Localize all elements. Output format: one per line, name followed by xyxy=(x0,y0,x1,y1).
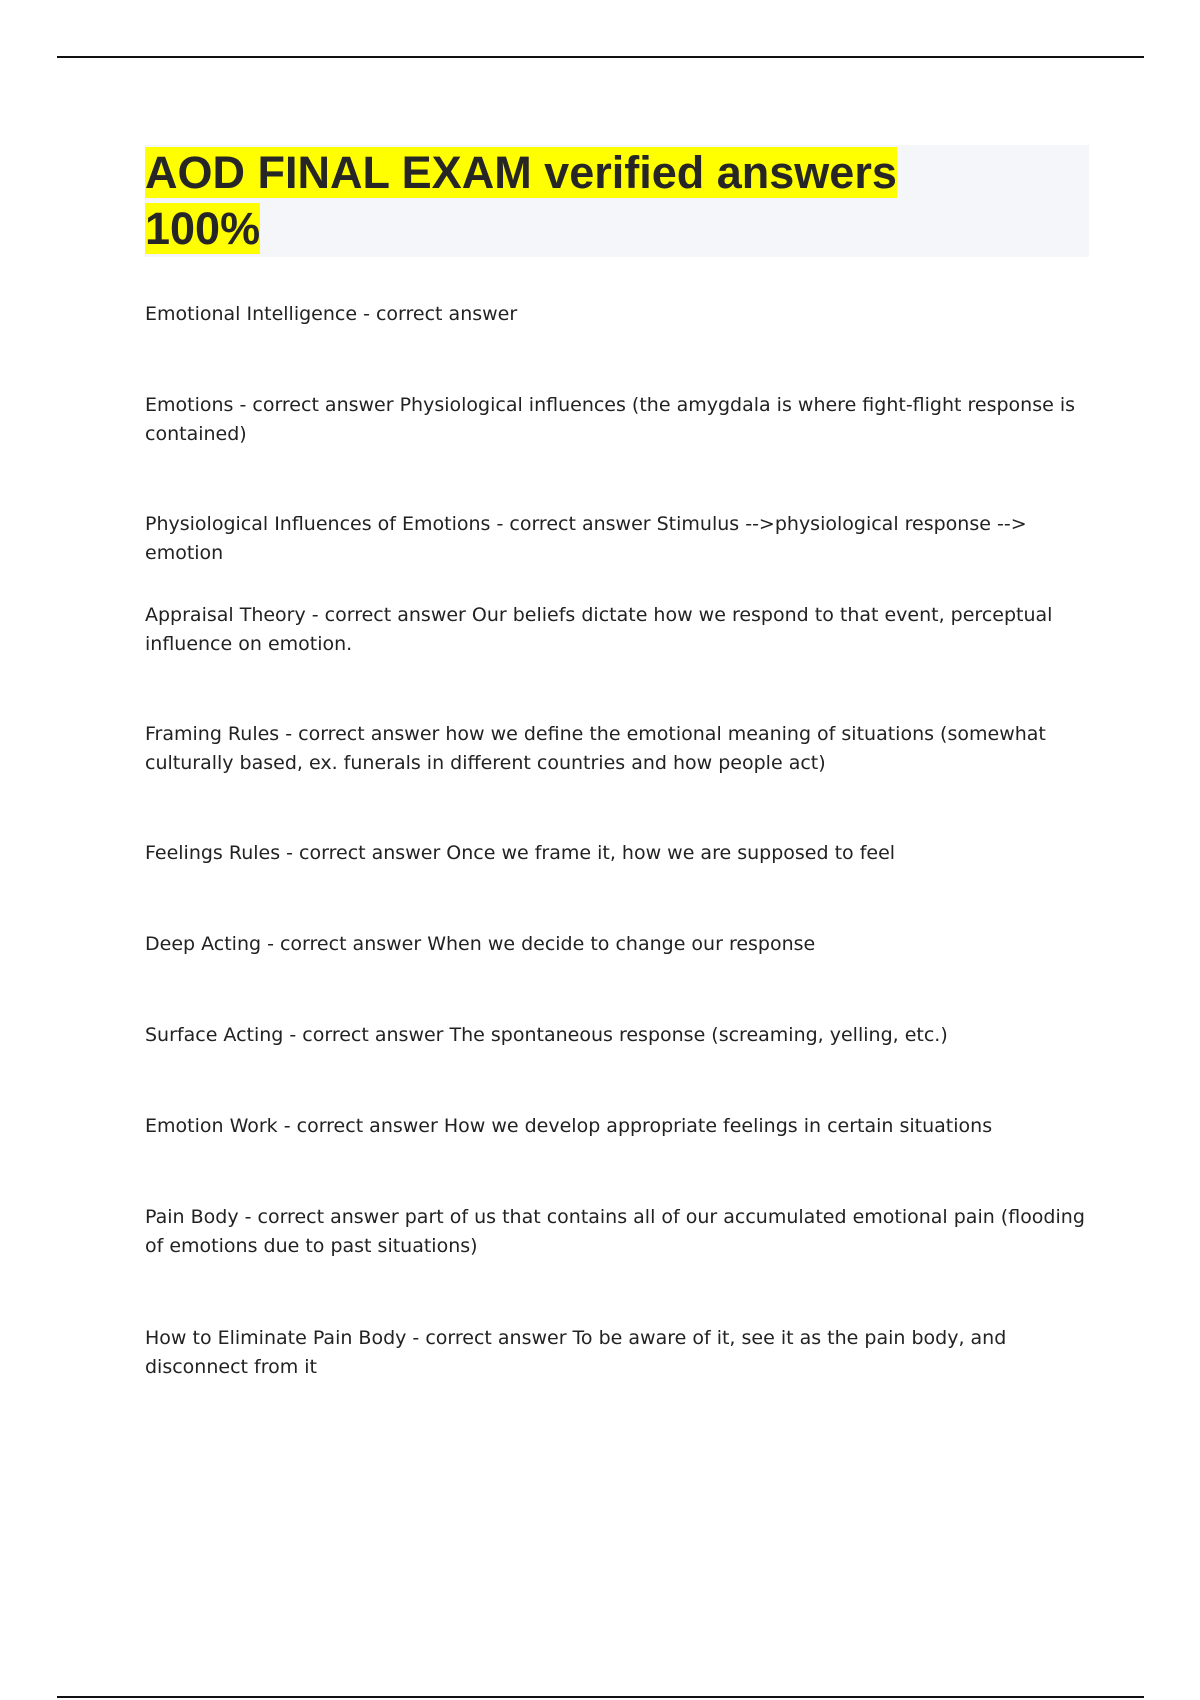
title-block xyxy=(145,145,1089,257)
top-rule xyxy=(57,56,1144,58)
entry-physiological-influences: Physiological Influences of Emotions - correct answer Stimulus -->physiological response --> emotion xyxy=(145,513,1027,564)
entry-surface-acting: Surface Acting - correct answer The spontaneous response (screaming, yelling, etc.) xyxy=(145,1024,948,1046)
title-highlight: AOD FINAL EXAM verified answers 100% xyxy=(145,147,897,254)
entry-pain-body: Pain Body - correct answer part of us that contains all of our accumulated emotional pain (flooding of emotions due to past situations) xyxy=(145,1206,1085,1257)
entry-appraisal-theory: Appraisal Theory - correct answer Our beliefs dictate how we respond to that event, perceptual influence on emotion. xyxy=(145,604,1053,655)
entry-emotional-intelligence: Emotional Intelligence - correct answer xyxy=(145,303,518,325)
entry-feelings-rules: Feelings Rules - correct answer Once we frame it, how we are supposed to feel xyxy=(145,842,896,864)
entry-emotion-work: Emotion Work - correct answer How we develop appropriate feelings in certain situations xyxy=(145,1115,993,1137)
entry-framing-rules: Framing Rules - correct answer how we define the emotional meaning of situations (somewhat culturally based, ex. funerals in different countries and how people act) xyxy=(145,723,1046,774)
bottom-rule xyxy=(57,1696,1144,1698)
entry-emotions: Emotions - correct answer Physiological influences (the amygdala is where fight-flight response is contained) xyxy=(145,394,1076,445)
page-title xyxy=(145,145,975,257)
entry-deep-acting: Deep Acting - correct answer When we decide to change our response xyxy=(145,933,816,955)
entry-eliminate-pain-body: How to Eliminate Pain Body - correct answer To be aware of it, see it as the pain body, and disconnect from it xyxy=(145,1327,1007,1378)
